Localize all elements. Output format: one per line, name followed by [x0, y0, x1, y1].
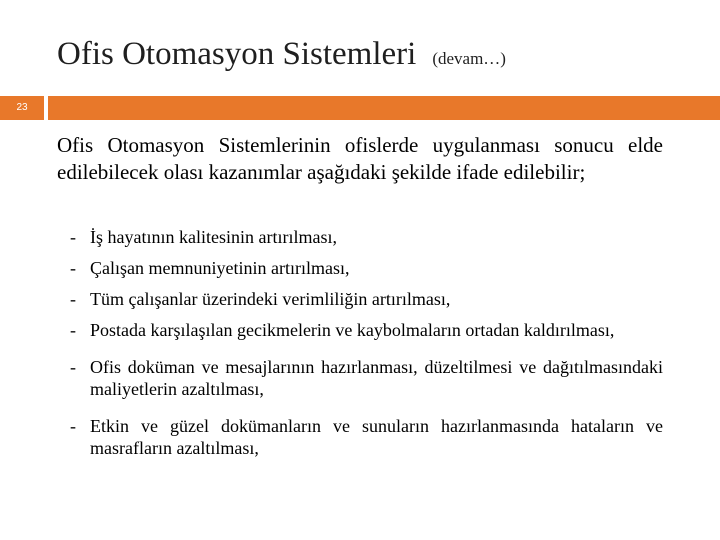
- title-subtitle: (devam…): [432, 49, 506, 68]
- list-item-text: Etkin ve güzel dokümanların ve sunuların hazırlanmasında hataların ve masrafların azaltılması,: [90, 416, 663, 458]
- bullet-dash: -: [70, 416, 76, 436]
- benefit-list: [70, 226, 663, 459]
- list-item-text: Postada karşılaşılan gecikmelerin ve kaybolmaların ortadan kaldırılması,: [90, 320, 615, 340]
- bullet-dash: -: [70, 320, 76, 340]
- slide-title: [57, 36, 506, 73]
- bullet-dash: -: [70, 357, 76, 377]
- list-item-text: Çalışan memnuniyetinin artırılması,: [90, 258, 350, 278]
- accent-bar: [48, 96, 720, 120]
- bullet-dash: -: [70, 258, 76, 278]
- list-item: [70, 257, 663, 279]
- list-item: [70, 319, 663, 341]
- header-bar: [0, 96, 720, 120]
- list-item: [70, 288, 663, 310]
- slide-number: 23: [0, 96, 44, 120]
- list-item: [70, 356, 663, 400]
- title-main: Ofis Otomasyon Sistemleri: [57, 36, 417, 72]
- bullet-dash: -: [70, 289, 76, 309]
- list-item-text: İş hayatının kalitesinin artırılması,: [90, 227, 337, 247]
- list-item-text: Tüm çalışanlar üzerindeki verimliliğin artırılması,: [90, 289, 451, 309]
- intro-paragraph: Ofis Otomasyon Sistemlerinin ofislerde uygulanması sonucu elde edilebilecek olası kazanımlar aşağıdaki şekilde ifade edilebilir;: [57, 133, 663, 184]
- list-item-text: Ofis doküman ve mesajlarının hazırlanması, düzeltilmesi ve dağıtılmasındaki maliyetlerin azaltılması,: [90, 357, 663, 399]
- list-item: [70, 415, 663, 459]
- list-item: [70, 226, 663, 248]
- bullet-dash: -: [70, 227, 76, 247]
